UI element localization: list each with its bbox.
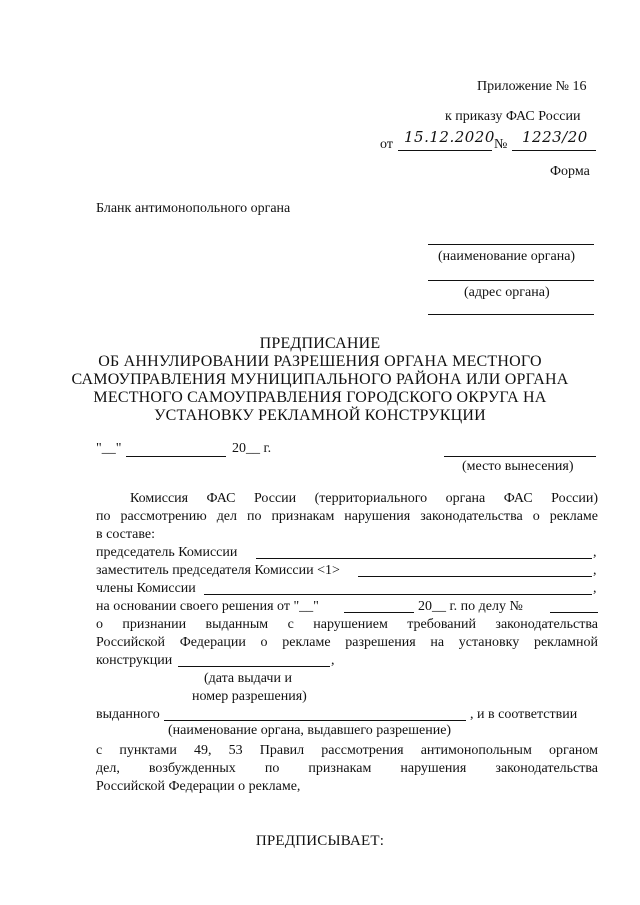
recognition-line-2: Российской Федерации о рекламе разрешения на установку рекламной xyxy=(96,635,598,650)
deputy-label: заместитель председателя Комиссии <1> xyxy=(96,563,340,578)
order-date-handwritten: 15.12.2020 xyxy=(404,128,495,146)
chair-label: председатель Комиссии xyxy=(96,545,238,560)
title-line-1: ПРЕДПИСАНИЕ xyxy=(259,335,381,352)
prescribes-heading: ПРЕДПИСЫВАЕТ: xyxy=(255,833,385,849)
permit-comma: , xyxy=(331,653,335,668)
chair-comma: , xyxy=(593,545,597,560)
order-number-underline xyxy=(512,150,596,151)
organ-extra-line xyxy=(428,314,594,315)
issuer-line xyxy=(164,720,466,721)
basis-month-line xyxy=(344,612,414,613)
case-number-line xyxy=(550,612,598,613)
members-comma: , xyxy=(593,581,597,596)
appendix-number: Приложение № 16 xyxy=(477,79,587,94)
basis-text-a: на основании своего решения от "__" xyxy=(96,599,319,614)
organ-name-line xyxy=(428,244,594,245)
permit-caption-2: номер разрешения) xyxy=(192,689,307,704)
deputy-line xyxy=(358,576,592,577)
rules-line-3: Российской Федерации о рекламе, xyxy=(96,779,301,794)
issuer-caption: (наименование органа, выдавшего разрешение) xyxy=(168,723,452,738)
title-line-2: ОБ АННУЛИРОВАНИИ РАЗРЕШЕНИЯ ОРГАНА МЕСТНОГО xyxy=(98,353,542,370)
commission-line-2: по рассмотрению дел по признакам нарушения законодательства о рекламе xyxy=(96,509,598,524)
date-day-quotes: "__" xyxy=(96,441,122,456)
members-line xyxy=(204,594,592,595)
order-number-label: № xyxy=(494,137,508,152)
title-line-5: УСТАНОВКУ РЕКЛАМНОЙ КОНСТРУКЦИИ xyxy=(154,407,486,424)
order-date-underline xyxy=(398,150,492,151)
organ-address-caption: (адрес органа) xyxy=(464,285,550,300)
basis-text-b: 20__ г. по делу № xyxy=(418,599,523,614)
blank-label: Бланк антимонопольного органа xyxy=(96,201,291,216)
form-label: Форма xyxy=(550,164,590,179)
chair-line xyxy=(256,558,592,559)
permit-caption-1: (дата выдачи и xyxy=(204,671,292,686)
accordance-text: , и в соответствии xyxy=(470,707,578,722)
date-month-line xyxy=(126,456,226,457)
permit-line xyxy=(178,666,330,667)
rules-line-1: с пунктами 49, 53 Правил рассмотрения антимонопольным органом xyxy=(96,743,598,758)
order-date-label: от xyxy=(380,137,393,152)
commission-line-3: в составе: xyxy=(96,527,156,542)
issued-label: выданного xyxy=(96,707,160,722)
date-year: 20__ г. xyxy=(232,441,272,456)
rules-line-2: дел, возбужденных по признакам нарушения законодательства xyxy=(96,761,598,776)
order-number-handwritten: 1223/20 xyxy=(522,128,588,146)
construction-label: конструкции xyxy=(96,653,173,668)
title-line-3: САМОУПРАВЛЕНИЯ МУНИЦИПАЛЬНОГО РАЙОНА ИЛИ ОРГАНА xyxy=(71,371,569,388)
members-label: члены Комиссии xyxy=(96,581,196,596)
title-line-4: МЕСТНОГО САМОУПРАВЛЕНИЯ ГОРОДСКОГО ОКРУГА НА xyxy=(93,389,547,406)
deputy-comma: , xyxy=(593,563,597,578)
recognition-line-1: о признании выданным с нарушением требований законодательства xyxy=(96,617,598,632)
order-reference: к приказу ФАС России xyxy=(445,109,581,124)
organ-address-line xyxy=(428,280,594,281)
organ-name-caption: (наименование органа) xyxy=(438,249,576,264)
commission-line-1: Комиссия ФАС России (территориального органа ФАС России) xyxy=(130,491,598,506)
place-caption: (место вынесения) xyxy=(462,459,574,474)
place-line xyxy=(444,456,596,457)
